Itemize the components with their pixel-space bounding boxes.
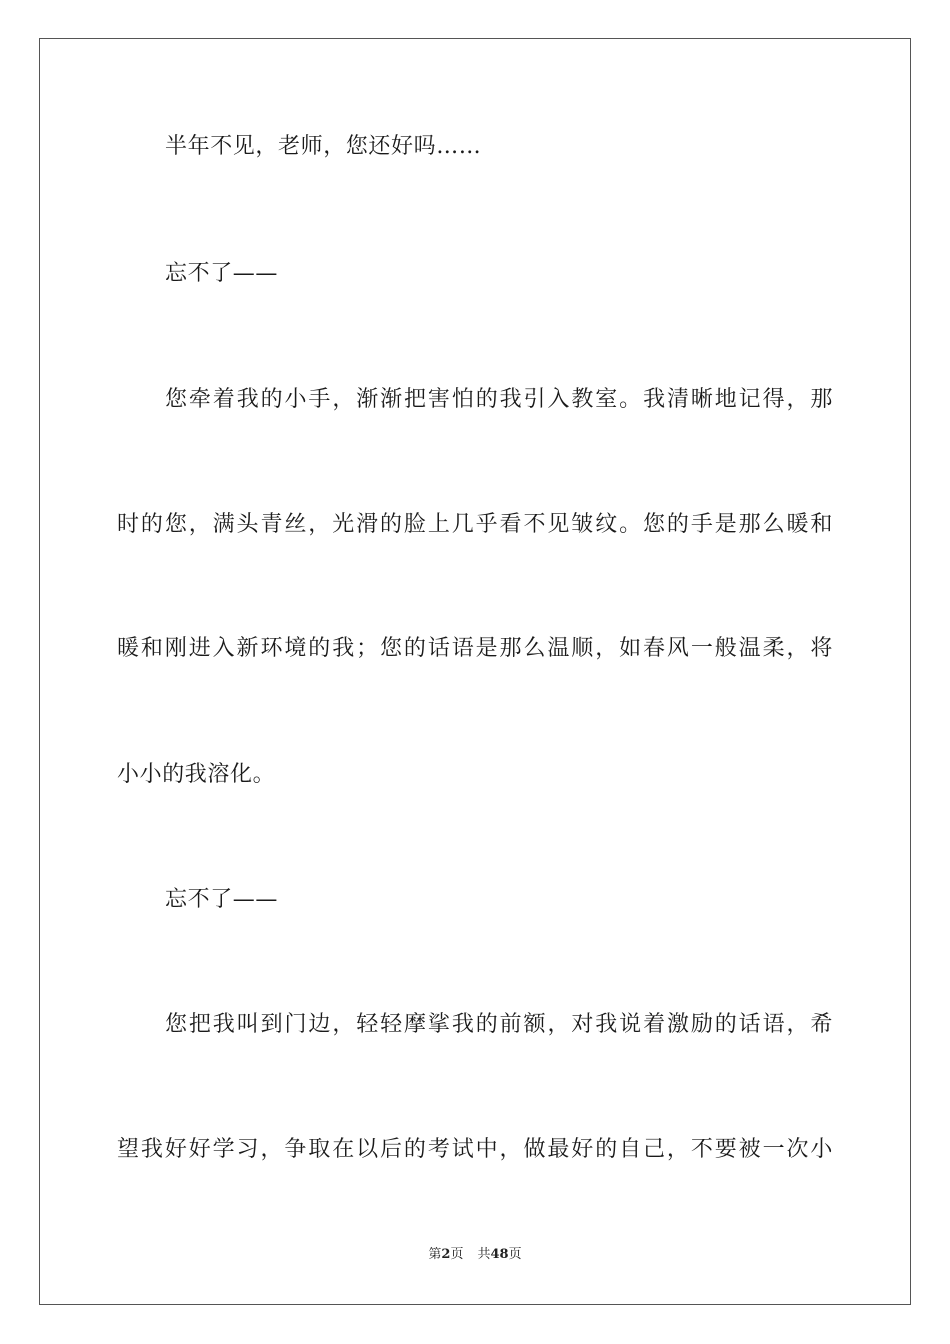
total-pages: 48 <box>490 1247 509 1262</box>
page-suffix: 页 <box>450 1247 464 1262</box>
page-prefix: 第 <box>428 1247 442 1262</box>
paragraph-line: 半年不见，老师，您还好吗…… <box>165 134 482 159</box>
page-footer <box>0 1246 950 1264</box>
paragraph-line: 望我好好学习，争取在以后的考试中，做最好的自己，不要被一次小 <box>117 1137 833 1162</box>
paragraph-line: 忘不了—— <box>165 887 279 912</box>
paragraph-line: 暖和刚进入新环境的我；您的话语是那么温顺，如春风一般温柔，将 <box>117 636 833 661</box>
page-number: 2 <box>441 1247 451 1262</box>
paragraph-line: 小小的我溶化。 <box>117 762 276 787</box>
paragraph-line: 您把我叫到门边，轻轻摩挲我的前额，对我说着激励的话语，希 <box>165 1012 833 1037</box>
total-prefix: 共 <box>477 1247 491 1262</box>
paragraph-line: 您牵着我的小手，渐渐把害怕的我引入教室。我清晰地记得，那 <box>165 387 833 412</box>
paragraph-line: 忘不了—— <box>165 261 279 286</box>
page-border <box>39 38 911 1305</box>
paragraph-line: 时的您，满头青丝，光滑的脸上几乎看不见皱纹。您的手是那么暖和 <box>117 512 833 537</box>
total-suffix: 页 <box>508 1247 522 1262</box>
